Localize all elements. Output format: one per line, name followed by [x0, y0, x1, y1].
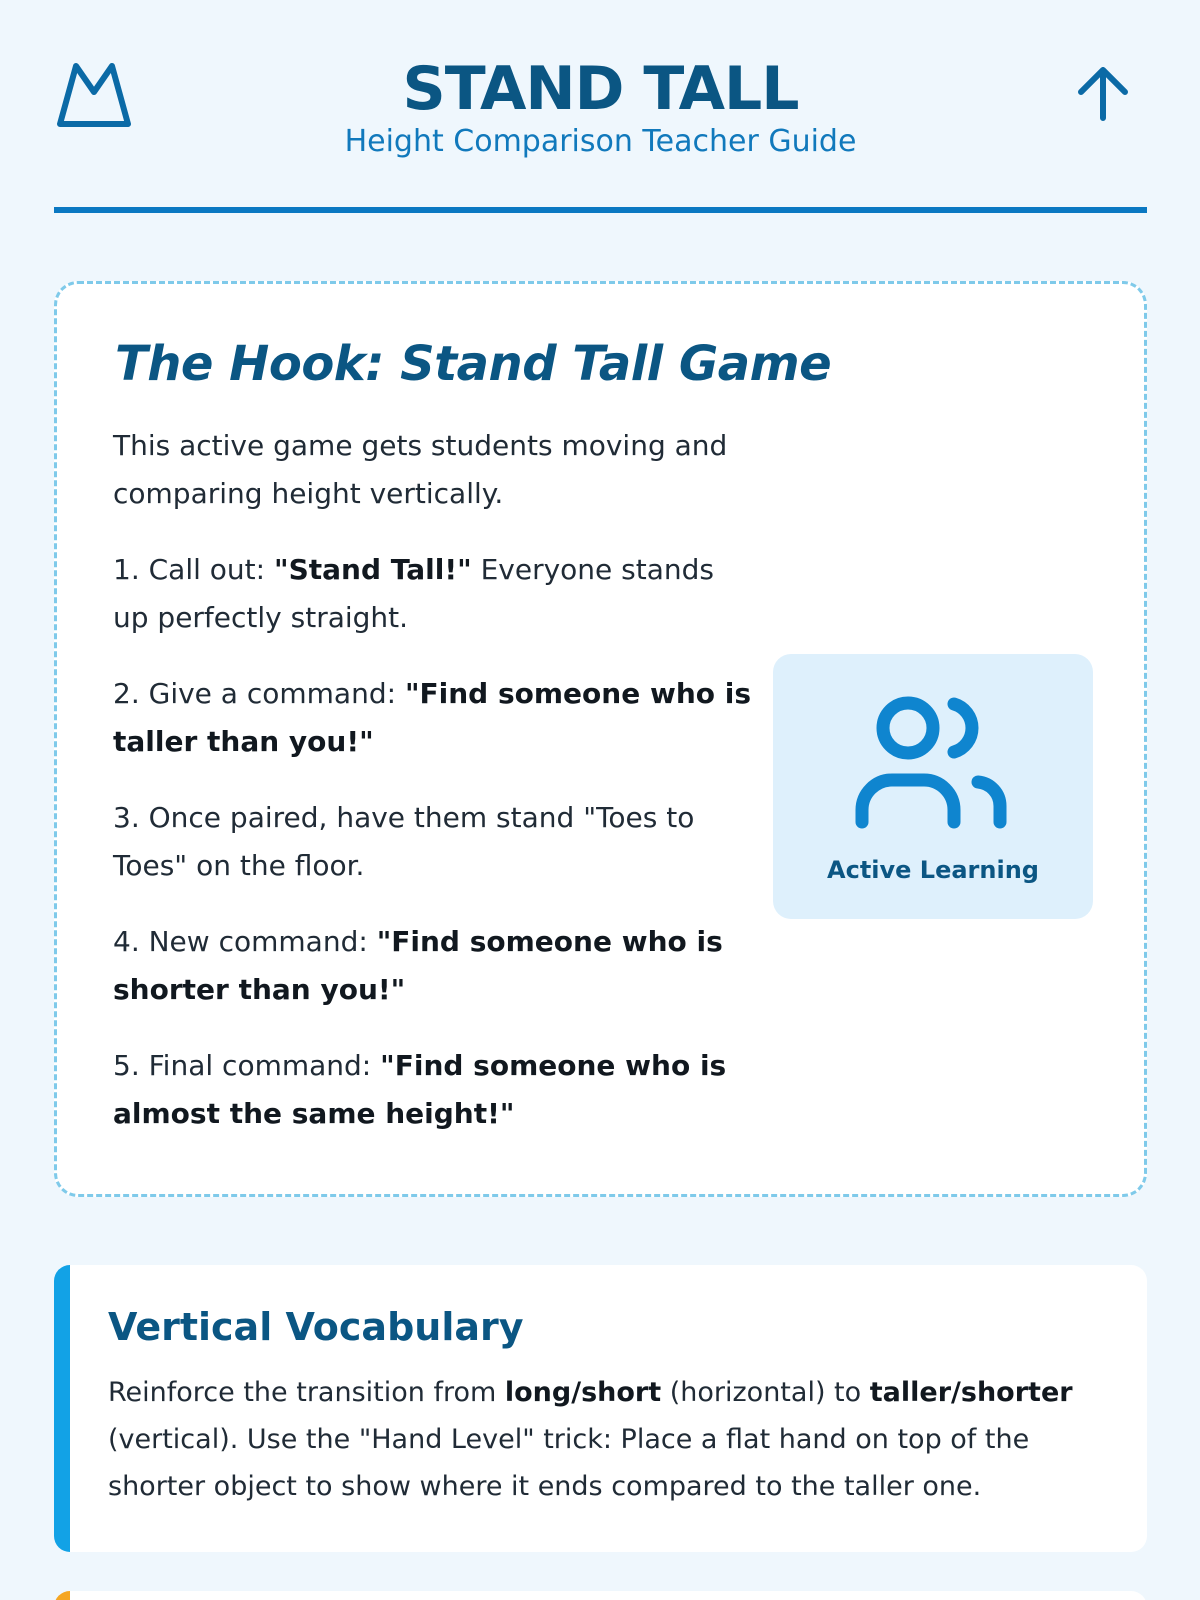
- hook-step: 2. Give a command: "Find someone who is taller than you!": [113, 677, 751, 758]
- active-learning-badge: [773, 654, 1093, 919]
- hook-card: [54, 281, 1147, 1197]
- hook-step: 1. Call out: "Stand Tall!" Everyone stands up perfectly straight.: [113, 553, 714, 634]
- page-header: [54, 0, 1147, 213]
- hook-body: [113, 422, 753, 1166]
- page-title: STAND TALL: [402, 54, 799, 124]
- users-icon: [854, 692, 1010, 832]
- badge-label: Active Learning: [827, 856, 1039, 884]
- vocabulary-card: [54, 1265, 1147, 1552]
- vocabulary-title: Vertical Vocabulary: [108, 1305, 524, 1349]
- hook-title: The Hook: Stand Tall Game: [115, 336, 832, 392]
- arrow-up-icon[interactable]: [1073, 64, 1133, 124]
- page-subtitle: Height Comparison Teacher Guide: [344, 124, 857, 159]
- vocabulary-text: Reinforce the transition from long/short (horizontal) to taller/shorter (vertical). Use the "Hand Level" trick: Place a flat hand on top of the shorter object to show where it ends compared to the taller one.: [108, 1377, 1073, 1502]
- hook-step: 5. Final command: "Find someone who is almost the same height!": [113, 1049, 727, 1130]
- hook-intro: This active game gets students moving and comparing height vertically.: [113, 429, 728, 510]
- hook-step: 3. Once paired, have them stand "Toes to Toes" on the floor.: [113, 801, 695, 882]
- next-card: [54, 1591, 1147, 1600]
- hook-step: 4. New command: "Find someone who is shorter than you!": [113, 925, 723, 1006]
